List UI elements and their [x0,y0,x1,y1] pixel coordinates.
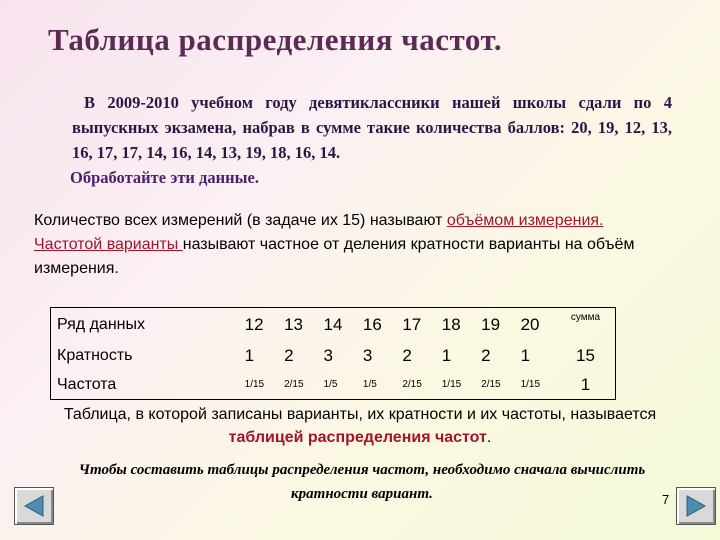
table-cell: 17 [402,314,422,334]
table-caption [60,403,660,449]
sum-header: сумма [570,312,601,323]
table-cell: 3 [362,345,373,365]
sum-cell: 1 [580,374,591,394]
note-text: Чтобы составить таблицы распределения частот, необходимо сначала вычислить кратности вариант. [78,462,646,502]
caption-part1: Таблица, в которой записаны варианты, их кратности и их частоты, называется [63,406,657,423]
intro-text [72,90,672,165]
caption-part2: . [486,429,492,446]
term-frequency: Частотой варианты [34,236,183,253]
triangle-left-icon [21,494,47,518]
table-cell: 12 [244,314,264,334]
table-cell: 16 [362,314,382,334]
row-label: Кратность [57,346,133,364]
table-row [51,341,616,370]
table-cell: 1/15 [244,379,265,390]
sum-cell: 15 [576,345,595,365]
row-label: Ряд данных [57,315,145,333]
definition-paragraph [34,209,692,281]
table-cell: 1 [441,345,452,365]
table-cell: 2/15 [481,379,501,390]
table-cell: 1 [520,345,531,365]
table-cell: 13 [284,314,303,334]
prev-slide-button[interactable] [14,487,54,525]
instruction-text: Обработайте эти данные. [70,168,260,187]
table-cell: 1 [244,345,255,365]
table-cell: 1/5 [362,379,377,390]
term-volume: объёмом измерения. [446,212,604,229]
intro-text-content: В 2009-2010 учебном году девятиклассники нашей школы сдали по 4 выпускных экзамена, набрав в сумме такие количества баллов: 20, 19, 12, 13, 16, 17, 17, 14, 16, 14, 13, 19, 18, 16, 14. [72,93,672,162]
row-label: Частота [57,375,117,393]
table-cell: 1/5 [323,379,338,390]
table-cell: 14 [323,314,343,334]
table-cell: 2/15 [284,379,304,390]
definition-part2: называют частное от деления кратности варианты на объём измерения. [34,236,635,277]
page-number: 7 [662,492,670,507]
table-cell: 2 [402,345,412,365]
table-cell: 18 [441,314,461,334]
table-cell: 3 [323,345,333,365]
table-cell: 20 [520,314,540,334]
caption-emphasis: таблицей распределения частот [228,429,487,446]
next-slide-button[interactable] [676,487,716,525]
table-cell: 19 [481,314,501,334]
frequency-table [50,307,616,400]
table-cell: 1/15 [441,379,462,390]
table-row [51,308,616,342]
definition-part1: Количество всех измерений (в задаче их 15) называют [34,212,447,229]
table-cell: 2 [284,345,294,365]
triangle-right-icon [683,494,709,518]
slide-title: Таблица распределения частот. [48,22,503,57]
table-cell: 2/15 [402,379,422,390]
table-cell: 2 [481,345,491,365]
table-row [51,370,616,400]
table-cell: 1/15 [520,379,541,390]
